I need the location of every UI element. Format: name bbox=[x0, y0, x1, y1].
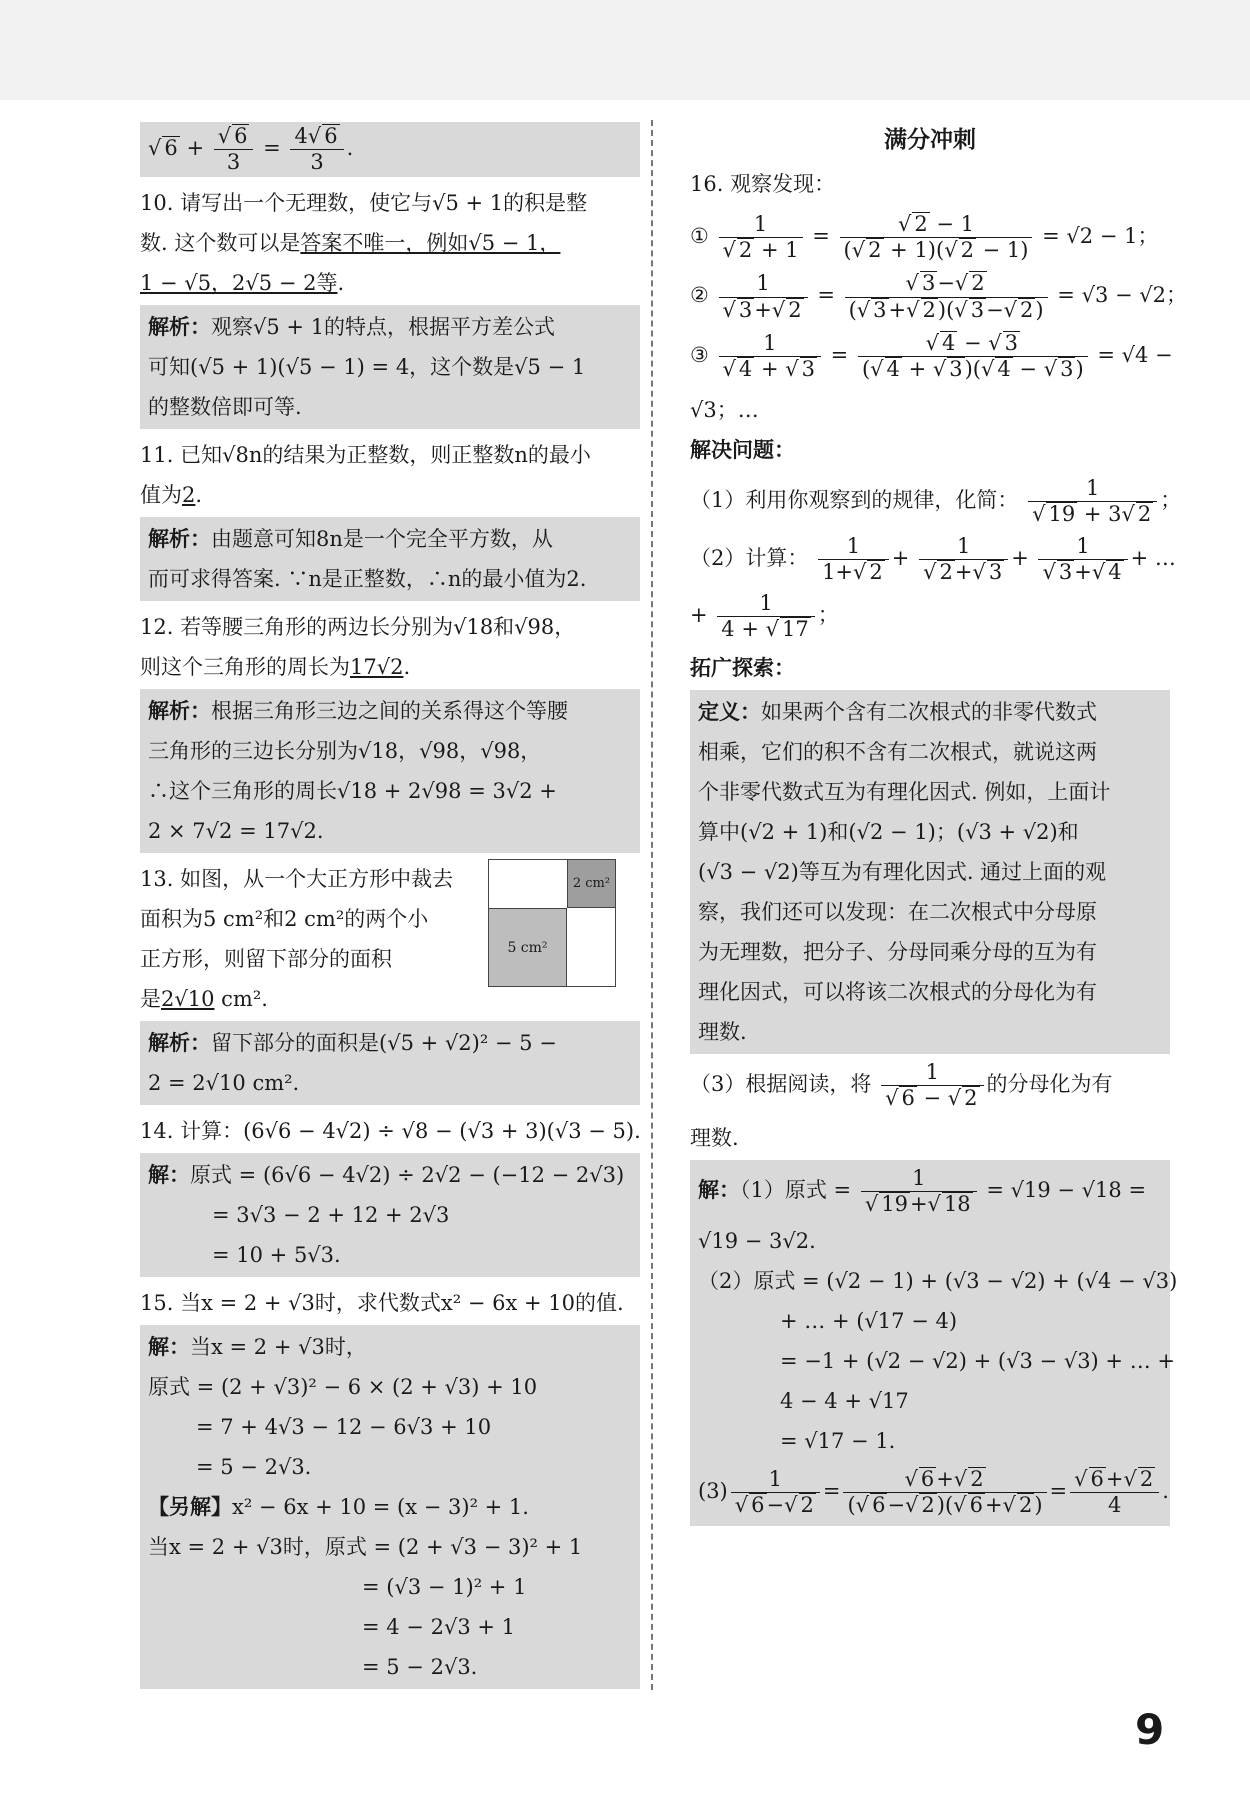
page-number: 9 bbox=[1135, 1705, 1165, 1754]
alt-solution-label: 【另解】 bbox=[148, 1495, 232, 1520]
solution-label: 解： bbox=[698, 1177, 740, 1202]
question-13: 13. 如图，从一个大正方形中裁去 面积为5 cm²和2 cm²的两个小 正方形，则留下部分的面积 是2√10 cm². 2 cm² 5 cm² bbox=[140, 859, 640, 1019]
q15-solution: 解：当x = 2 + √3时， 原式 = (2 + √3)² − 6 × (2 + √3) + 10 = 7 + 4√3 − 12 − 6√3 + 10 = 5 − 2√3. 【另解】x² − 6x + 10 = (x − 3)² + 1. 当x = 2 + √3时，原式 = (2 + √3 − 3)² + 1 = (√3 − 1)² + 1 = 4 − 2√3 + 1 = 5 − 2√3. bbox=[140, 1325, 640, 1689]
solution-label: 解： bbox=[148, 1335, 190, 1360]
q16-solution: 解：（1）原式 = $\frac{1}{√ 19+√ 18}$ = √19 − √18 = √19 − 3√2. （2）原式 = (√2 − 1) + (√3 − √2) + (√4 − √3) + … + (√17 − 4) = −1 + (√2 − √2) + (√3 − √3) + … + 4 − 4 + √17 = √17 − 1. (3) $\frac{1}{√ 6-√ 2}$ = $\frac{√ 6+√ 2}{(√ 6-√ 2)(√ 6+√ 2)}$ = $\frac{√ 6+√ 2}{4}$ . bbox=[690, 1160, 1170, 1527]
column-divider bbox=[651, 120, 653, 1690]
definition-box: 定义：如果两个含有二次根式的非零代数式 相乘，它们的积不含有二次根式，就说这两 个非零代数式互为有理化因式. 例如，上面计 算中(√2 + 1)和(√2 − 1)；(√3 + √2)和 (√3 − √2)等互为有理化因式. 通过上面的观 察，我们还可以发现：在二次根式中分母原 为无理数，把分子、分母同乘分母的互为有 理化因式，可以将该二次根式的分母化为有 理数. bbox=[690, 690, 1170, 1054]
left-column bbox=[140, 120, 640, 1695]
top-margin bbox=[0, 0, 1250, 100]
squares-figure bbox=[488, 859, 616, 987]
part-3: （3）根据阅读，将 $\frac{1}{√ 6 - √ 2}$ 的分母化为有 bbox=[690, 1060, 1113, 1111]
q16-head: 16. 观察发现： bbox=[690, 172, 836, 196]
question-10: 10. 请写出一个无理数，使它与√5 + 1的积是整 数. 这个数可以是答案不唯一，例如√5 − 1， 1 − √5，2√5 − 2等. bbox=[140, 183, 640, 303]
q14-solution: 解：原式 = (6√6 − 4√2) ÷ 2√2 − (−12 − 2√3) = 3√3 − 2 + 12 + 2√3 = 10 + 5√3. bbox=[140, 1153, 640, 1277]
q10-solution: 解析：观察√5 + 1的特点，根据平方差公式 可知(√5 + 1)(√5 − 1) = 4，这个数是√5 − 1 的整数倍即可等. bbox=[140, 305, 640, 429]
observation-1: ① $\frac{1}{√ 2 + 1}$ = $\frac{√ 2 - 1}{(√ 2 + 1)(√ 2 - 1)}$ = √2 − 1； bbox=[690, 212, 1159, 263]
right-column: 满分冲刺 16. 观察发现： ① $\frac{1}{√ 2 + 1}$ = $\frac{√ 2 - 1}{(√ 2 + 1)(√ 2 - 1)}$ = √2 − 1； ② $\frac{1}{√ 3+√ 2}$ = $\frac{√ 3-√ 2}{(√ 3+√ 2)(√ 3-√ 2)}$ = √3 − √2； ③ $\frac{1}{√ 4 + √ 3}$ = $\frac{√ 4 - √ 3}{(√ 4 + √ 3)(√ 4 - √ 3)}$ = √4 − √3；… 解决问题： （1）利用你观察到的规律，化简： $\frac{1}{√ 19 + 3√ 2}$ ； （2）计算： $\frac{1}{1+√ 2}$ + $\frac{1}{√ 2+√ 3}$ + $\frac{1}{√ 3+√ 4}$ + … + $\frac{1}{4 + √ 17}$ ； 拓广探索： 定义：如果两个含有二次根式的非零代数式 相乘，它们的积不含有二次根式，就说这两 个非零代数式互为有理化因式. 例如，上面计 算中(√2 + 1)和(√2 − 1)；(√3 + √2)和 (√3 − √2)等互为有理化因式. 通过上面的观 察，我们还可以发现：在二次根式中分母原 为无理数，把分子、分母同乘分母的互为有 理化因式，可以将该二次根式的分母化为有 理数. （3）根据阅读，将 $\frac{1}{√ 6 - √ 2}$ 的分母化为有 理数. 解：（1）原式 = $\frac{1}{√ 19+√ 18}$ = √19 − √18 = √19 − 3√2. （2）原式 = (√2 − 1) + (√3 − √2) + (√4 − √3) + … + (√17 − 4) = −1 + (√2 − √2) + (√3 − √3) + … + 4 − 4 + √17 = √17 − 1. (3) $\frac{1}{√ 6-√ 2}$ = $\frac{√ 6+√ 2}{(√ 6-√ 2)(√ 6+√ 2)}$ = $\frac{√ 6+√ 2}{4}$ . bbox=[690, 120, 1170, 1532]
question-15: 15. 当x = 2 + √3时，求代数式x² − 6x + 10的值. bbox=[140, 1291, 624, 1316]
q12-answer: 17√2 bbox=[350, 655, 404, 680]
section-title: 满分冲刺 bbox=[884, 127, 976, 153]
definition-label: 定义： bbox=[698, 700, 761, 725]
q13-solution: 解析：留下部分的面积是(√5 + √2)² − 5 − 2 = 2√10 cm². bbox=[140, 1021, 640, 1105]
part-2-cont: + $\frac{1}{4 + √ 17}$ ； bbox=[690, 590, 839, 642]
observation-2: ② $\frac{1}{√ 3+√ 2}$ = $\frac{√ 3-√ 2}{(√ 3+√ 2)(√ 3-√ 2)}$ = √3 − √2； bbox=[690, 271, 1188, 322]
q9-tail: √ 6 + $\frac{√ 6}{3}$ = $\frac{4√ 6}{3}$ . bbox=[140, 122, 640, 177]
question-11: 11. 已知√8n的结果为正整数，则正整数n的最小 值为2. bbox=[140, 443, 591, 508]
medium-square: 5 cm² bbox=[489, 908, 567, 986]
part-1: （1）利用你观察到的规律，化简： $\frac{1}{√ 19 + 3√ 2}$ ； bbox=[690, 476, 1182, 527]
question-14: 14. 计算：(6√6 − 4√2) ÷ √8 − (√3 + 3)(√3 − 5). bbox=[140, 1119, 641, 1144]
solve-head: 解决问题： bbox=[690, 438, 795, 463]
observation-3: ③ $\frac{1}{√ 4 + √ 3}$ = $\frac{√ 4 - √ 3}{(√ 4 + √ 3)(√ 4 - √ 3)}$ = √4 − bbox=[690, 330, 1173, 381]
small-square: 2 cm² bbox=[567, 860, 615, 908]
solution-label: 解析： bbox=[148, 1031, 211, 1056]
solution-label: 解： bbox=[148, 1163, 190, 1188]
explore-head: 拓广探索： bbox=[690, 656, 795, 681]
part-2: （2）计算： $\frac{1}{1+√ 2}$ + $\frac{1}{√ 2+√ 3}$ + $\frac{1}{√ 3+√ 4}$ + … bbox=[690, 533, 1176, 584]
q11-answer: 2 bbox=[182, 483, 196, 508]
solution-label: 解析： bbox=[148, 699, 211, 724]
q12-solution: 解析：根据三角形三边之间的关系得这个等腰 三角形的三边长分别为√18，√98，√98， ∴这个三角形的周长√18 + 2√98 = 3√2 + 2 × 7√2 = 17√2. bbox=[140, 689, 640, 853]
q10-answer-b: 1 − √5，2√5 − 2等 bbox=[140, 271, 338, 296]
question-12: 12. 若等腰三角形的两边长分别为√18和√98， 则这个三角形的周长为17√2. bbox=[140, 615, 576, 680]
q11-solution: 解析：由题意可知8n是一个完全平方数，从 而可求得答案. ∵n是正整数，∴n的最小值为2. bbox=[140, 517, 640, 601]
solution-label: 解析： bbox=[148, 315, 211, 340]
q10-answer-a: 答案不唯一，例如√5 − 1， bbox=[300, 231, 561, 256]
q10-line2-pre: 数. 这个数可以是 bbox=[140, 231, 301, 256]
q10-line1: 10. 请写出一个无理数，使它与√5 + 1的积是整 bbox=[140, 191, 588, 216]
q13-answer: 2√10 bbox=[161, 987, 215, 1012]
solution-label: 解析： bbox=[148, 527, 211, 552]
